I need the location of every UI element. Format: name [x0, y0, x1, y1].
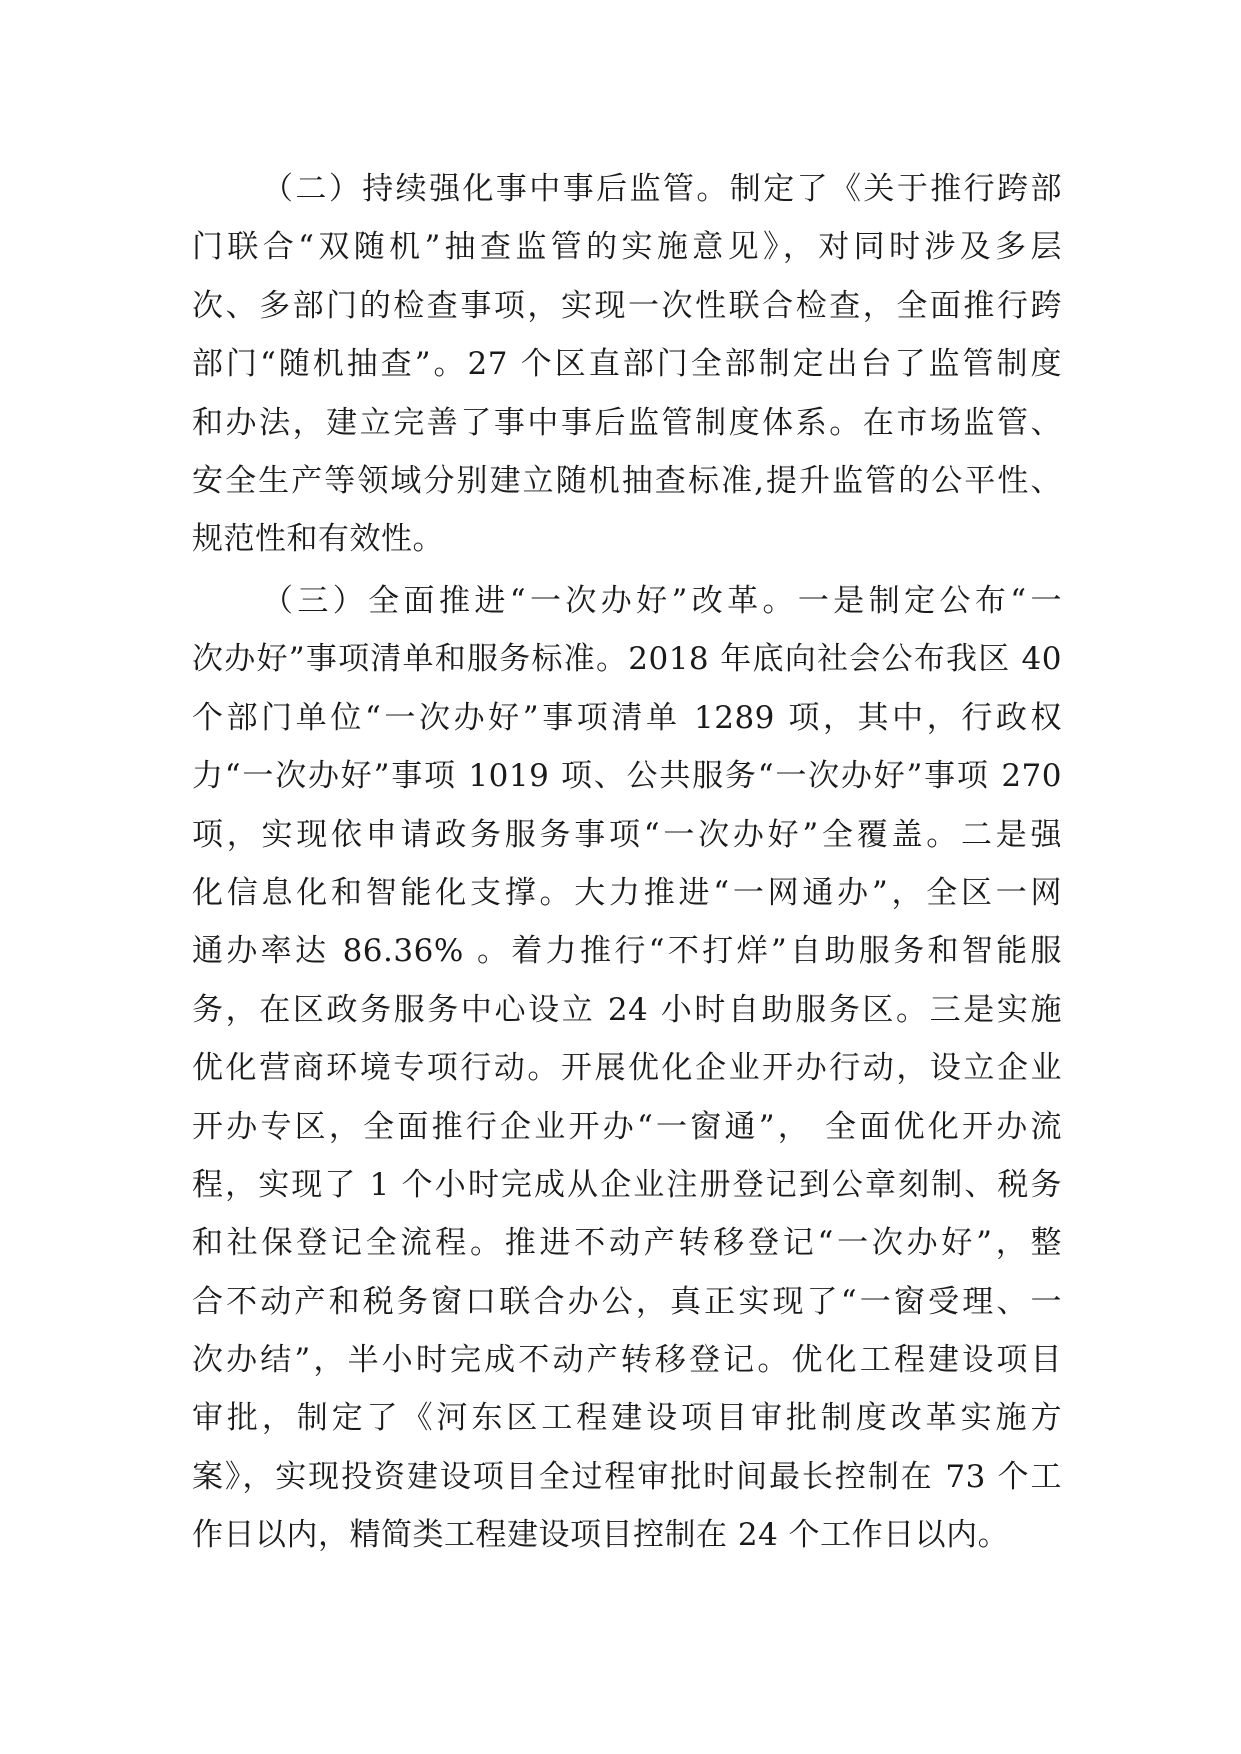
- paragraph-line: 化信息化和智能化支撑。大力推进“一网通办”，全区一网: [192, 874, 1062, 911]
- paragraph-line: 优化营商环境专项行动。开展优化企业开办行动，设立企业: [192, 1050, 1062, 1087]
- section-supervision: [192, 160, 1062, 569]
- paragraph-line: 和办法，建立完善了事中事后监管制度体系。在市场监管、: [192, 404, 1062, 441]
- section-one-stop-reform: [192, 572, 1062, 1565]
- paragraph-line: 规范性和有效性。: [192, 521, 444, 558]
- paragraph-line: 和社保登记全流程。推进不动产转移登记“一次办好”，整: [192, 1225, 1062, 1262]
- paragraph-line: 安全生产等领域分别建立随机抽查标准,提升监管的公平性、: [192, 462, 1062, 499]
- paragraph-line: 门联合“双随机”抽查监管的实施意见》，对同时涉及多层: [192, 229, 1062, 266]
- paragraph-line: 案》，实现投资建设项目全过程审批时间最长控制在 73 个工: [192, 1458, 1062, 1495]
- paragraph-line: 程，实现了 1 个小时完成从企业注册登记到公章刻制、税务: [192, 1166, 1062, 1203]
- paragraph-line: （二）持续强化事中事后监管。制定了《关于推行跨部: [262, 171, 1062, 207]
- paragraph-line: 开办专区，全面推行企业开办“一窗通”， 全面优化开办流: [192, 1108, 1062, 1145]
- paragraph-line: 合不动产和税务窗口联合办公，真正实现了“一窗受理、一: [192, 1283, 1062, 1320]
- paragraph-line: （三）全面推进“一次办好”改革。一是制定公布“一: [262, 583, 1062, 619]
- paragraph-line: 次、多部门的检查事项，实现一次性联合检查，全面推行跨: [192, 287, 1062, 324]
- paragraph-line: 部门“随机抽查”。27 个区直部门全部制定出台了监管制度: [192, 346, 1062, 383]
- paragraph-line: 通办率达 86.36% 。着力推行“不打烊”自助服务和智能服: [192, 933, 1062, 970]
- paragraph-line: 项，实现依申请政务服务事项“一次办好”全覆盖。二是强: [192, 816, 1062, 853]
- paragraph-line: 作日以内，精简类工程建设项目控制在 24 个工作日以内。: [192, 1517, 1010, 1554]
- paragraph-line: 次办结”，半小时完成不动产转移登记。优化工程建设项目: [192, 1342, 1062, 1379]
- paragraph-line: 务，在区政务服务中心设立 24 小时自助服务区。三是实施: [192, 991, 1062, 1028]
- paragraph-line: 次办好”事项清单和服务标准。2018 年底向社会公布我区 40: [192, 641, 1062, 678]
- paragraph-line: 个部门单位“一次办好”事项清单 1289 项，其中，行政权: [192, 699, 1062, 736]
- paragraph-line: 力“一次办好”事项 1019 项、公共服务“一次办好”事项 270: [192, 758, 1062, 795]
- paragraph-line: 审批，制定了《河东区工程建设项目审批制度改革实施方: [192, 1400, 1062, 1437]
